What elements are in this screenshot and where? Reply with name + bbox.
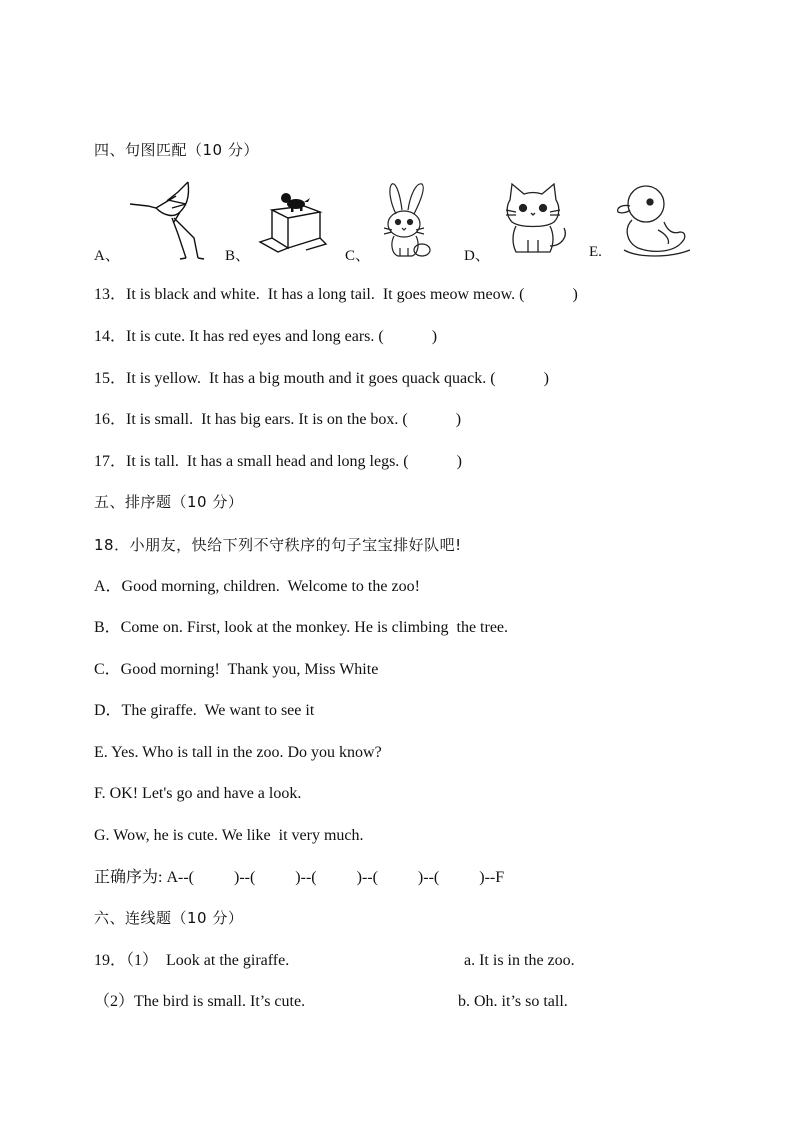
sentence-f: F. OK! Let's go and have a look.: [94, 785, 302, 802]
option-c-label: C、: [345, 248, 371, 264]
duck-icon: [614, 182, 694, 260]
question-number: 13．: [94, 286, 127, 303]
sentence-d: D．The giraffe. We want to see it: [94, 702, 315, 719]
section6-heading: 六、连线题（10 分）: [94, 909, 244, 927]
question-number: 15．: [94, 370, 127, 387]
sentence-c: C．Good morning! Thank you, Miss White: [94, 661, 379, 678]
match-right-b: b. Oh. it’s so tall.: [458, 993, 568, 1010]
section5-heading: 五、排序题（10 分）: [94, 493, 244, 511]
question-17: [94, 452, 462, 472]
question-text: It is yellow. It has a big mouth and it goes quack quack. ( ): [126, 370, 549, 387]
question-text: It is tall. It has a small head and long legs. ( ): [126, 453, 462, 470]
option-e-label: E.: [589, 244, 602, 260]
question-14: [94, 327, 437, 347]
question-number: 14．: [94, 328, 127, 345]
sentence-b: B．Come on. First, look at the monkey. He is climbing the tree.: [94, 619, 509, 636]
rabbit-icon: [378, 180, 440, 258]
sentence-e: E. Yes. Who is tall in the zoo. Do you know?: [94, 744, 382, 761]
question-18-prompt: 18．小朋友，快给下列不守秩序的句子宝宝排好队吧!: [94, 536, 462, 554]
question-number: 16．: [94, 411, 127, 428]
question-15: [94, 369, 549, 389]
question-number: 17．: [94, 453, 127, 470]
option-d-label: D、: [464, 248, 490, 264]
answer-order-line: 正确序为: A--( )--( )--( )--( )--( )--F: [94, 869, 505, 886]
match-right-a: a. It is in the zoo.: [464, 952, 575, 969]
question-13: [94, 285, 578, 305]
option-a-label: A、: [94, 248, 120, 264]
question-16: [94, 410, 461, 430]
sentence-a: A．Good morning, children. Welcome to the zoo!: [94, 578, 420, 595]
crane-icon: [128, 178, 208, 260]
cat-icon: [502, 182, 570, 256]
section4-heading: 四、句图匹配（10 分）: [94, 141, 259, 159]
option-b-label: B、: [225, 248, 251, 264]
sentence-g: G. Wow, he is cute. We like it very much.: [94, 827, 364, 844]
match-left-2: （2）The bird is small. It’s cute.: [94, 993, 306, 1010]
match-left-1: 19．（1） Look at the giraffe.: [94, 952, 290, 969]
question-text: It is cute. It has red eyes and long ears. ( ): [126, 328, 438, 345]
dog-on-box-icon: [258, 186, 328, 256]
question-text: It is black and white. It has a long tail. It goes meow meow. ( ): [126, 286, 578, 303]
question-text: It is small. It has big ears. It is on the box. ( ): [126, 411, 462, 428]
